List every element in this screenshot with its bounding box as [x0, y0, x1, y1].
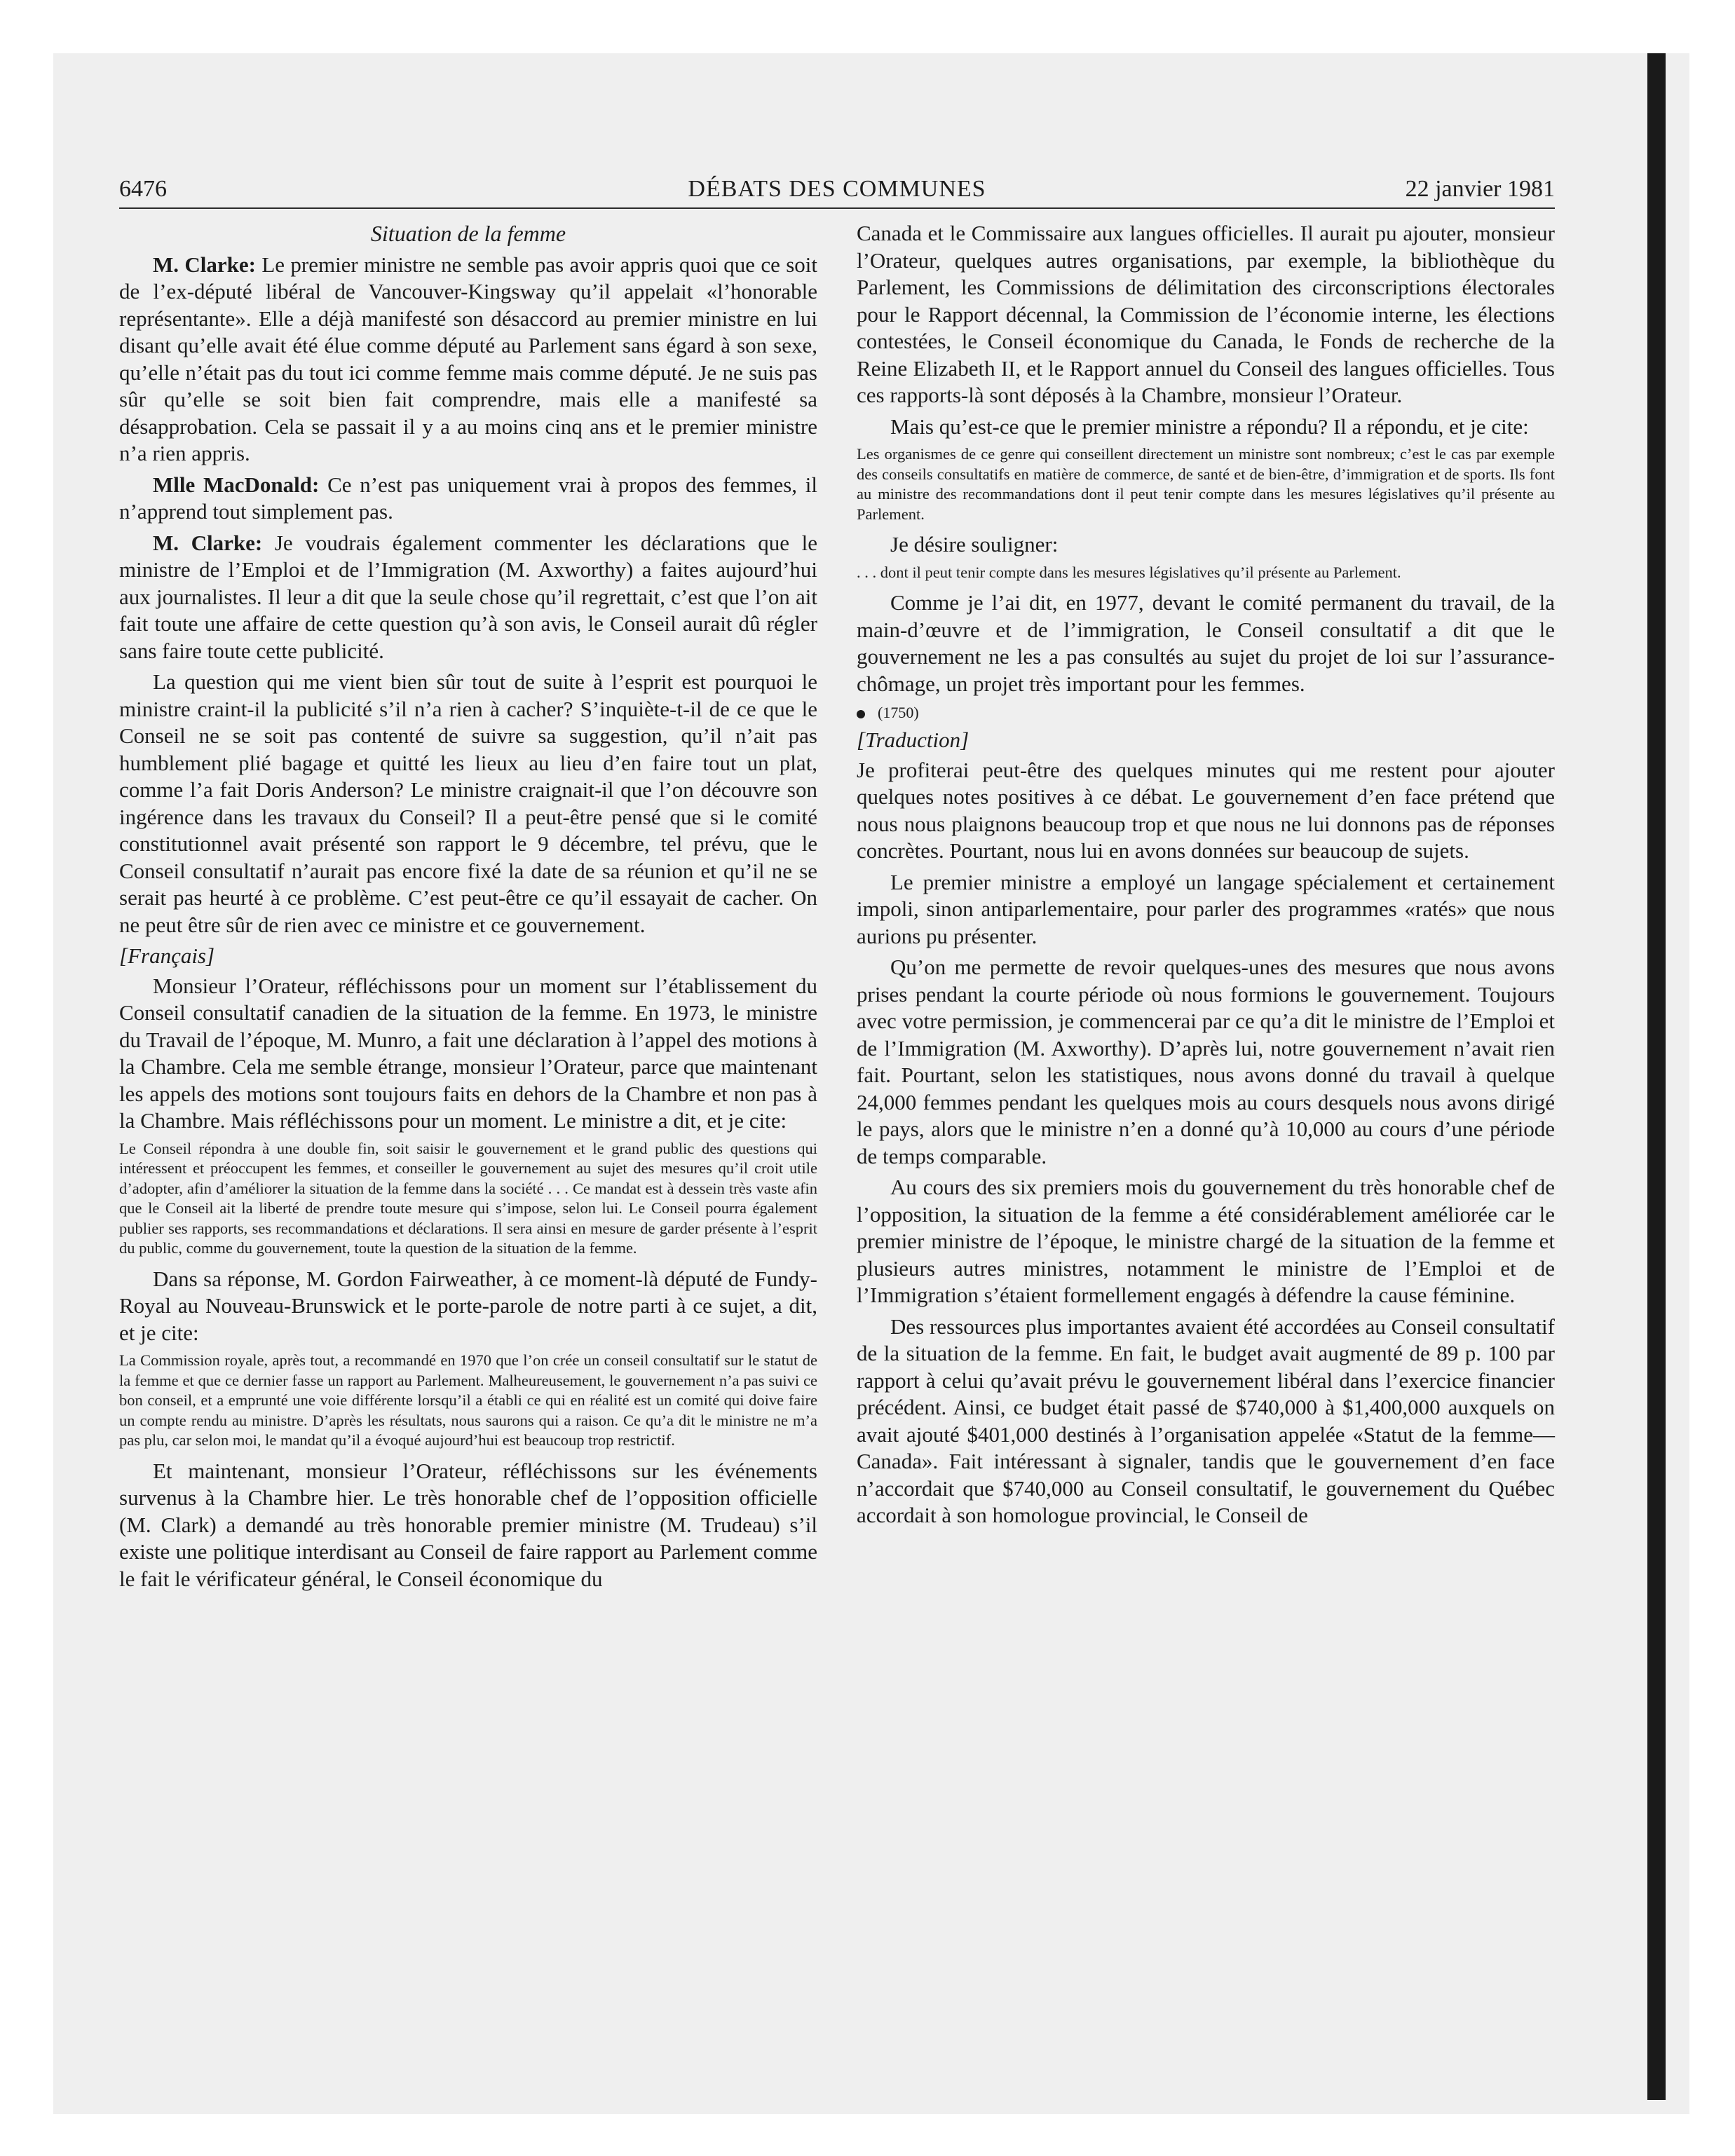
issue-date: 22 janvier 1981	[1405, 176, 1555, 202]
paragraph: Dans sa réponse, M. Gordon Fairweather, à ce moment-là député de Fundy-Royal au Nouveau-Brunswick et le porte-parole de notre parti à ce sujet, a dit, et je cite:	[119, 1266, 817, 1345]
paragraph: Monsieur l’Orateur, réfléchissons pour un moment sur l’établissement du Conseil consultatif canadien de la situation de la femme. En 1973, le ministre du Travail de l’époque, M. Munro, a fait une déclaration à l’appel des motions à la Chambre. Cela me semble étrange, monsieur l’Orateur, parce que maintenant les appels des motions sont toujours faits en dehors de la Chambre et non pas à la Chambre. Mais réfléchissons pour un moment. Le ministre a dit, et je cite:	[119, 973, 817, 1133]
paragraph	[119, 530, 817, 665]
right-column	[857, 220, 1555, 1534]
language-marker: [Français]	[119, 943, 215, 968]
paragraph: Le premier ministre a employé un langage spécialement et certainement impoli, sinon antiparlementaire, pour parler des programmes «ratés» que nous aurions pu présenter.	[857, 869, 1555, 948]
paragraph: Canada et le Commissaire aux langues officielles. Il aurait pu ajouter, monsieur l’Orateur, quelques autres organisations, par exemple, la bibliothèque du Parlement, les Commissions de délimitation des circonscriptions électorales pour le Rapport décennal, la Commission de l’économie interne, les élections contestées, le Conseil économique du Canada, le Fonds de recherche de la Reine Elizabeth II, et le Rapport annuel du Conseil des langues officielles. Tous ces rapports-là sont déposés à la Chambre, monsieur l’Orateur.	[857, 221, 1555, 407]
speech-text: Le premier ministre ne semble pas avoir appris quoi que ce soit de l’ex-député libéral de Vancouver-Kingsway qu’il appelait «l’honorable représentante». Elle a déjà manifesté son désaccord au premier ministre en lui disant qu’elle avait été élue comme député au Parlement sans égard à son sexe, qu’elle n’était pas du tout ici comme femme mais comme député. Je ne suis pas sûr qu’elle se soit bien fait comprendre, mais elle a manifesté sa désapprobation. Cela se passait il y a au moins cinq ans et le premier ministre n’a rien appris.	[119, 252, 817, 465]
paragraph: Au cours des six premiers mois du gouvernement du très honorable chef de l’opposition, la situation de la femme a été considérablement améliorée car le premier ministre de l’époque, le ministre chargé de la situation de la femme et plusieurs autres ministres, notamment le ministre de l’Emploi et de l’Immigration s’étaient formellement engagés à défendre la cause féminine.	[857, 1175, 1555, 1307]
paragraph: Comme je l’ai dit, en 1977, devant le comité permanent du travail, de la main-d’œuvre et de l’immigration, le Conseil consultatif a dit que le gouvernement ne les a pas consultés au sujet du projet de loi sur l’assurance-chômage, un projet très important pour les femmes.	[857, 590, 1555, 696]
speech-text: Je voudrais également commenter les déclarations que le ministre de l’Emploi et de l’Immigration (M. Axworthy) a faites aujourd’hui aux journalistes. Il leur a dit que la seule chose qu’il regrettait, c’est que l’on ait fait toute une affaire de cette question qu’à son avis, le Conseil aurait dû régler sans faire toute cette publicité.	[119, 530, 818, 663]
bullet-icon	[857, 710, 865, 718]
paragraph: Mais qu’est-ce que le premier ministre a répondu? Il a répondu, et je cite:	[890, 414, 1529, 439]
block-quote: La Commission royale, après tout, a recommandé en 1970 que l’on crée un conseil consultatif sur le statut de la femme et que ce dernier fasse un rapport au Parlement. Malheureusement, le gouvernement n’a pas suivi ce bon conseil, et a emprunté une voie différente lorsqu’il a établi ce qui en réalité est un comité qui doive faire un compte rendu au ministre. D’après les résultats, nous saurons qui a raison. Ce qu’a dit le ministre ne m’a pas plu, car selon moi, le mandat qu’il a évoqué aujourd’hui est beaucoup trop restrictif.	[119, 1351, 817, 1449]
scan-edge-shadow	[1647, 53, 1666, 2100]
paragraph: Qu’on me permette de revoir quelques-unes des mesures que nous avons prises pendant la courte période où nous formions le gouvernement. Toujours avec votre permission, je commencerai par ce qu’a dit le ministre de l’Emploi et de l’Immigration (M. Axworthy). D’après lui, notre gouvernement n’avait rien fait. Pourtant, selon les statistiques, nous avons donné du travail à quelque 24,000 femmes pendant les quelques mois au cours desquels nous avons dirigé le pays, alors que le ministre n’en a donné qu’à 10,000 au cours d’une période de temps comparable.	[857, 955, 1555, 1168]
publication-title: DÉBATS DES COMMUNES	[688, 176, 986, 202]
paragraph: La question qui me vient bien sûr tout de suite à l’esprit est pourquoi le ministre craint-il la publicité s’il n’a rien à cacher? S’inquiète-t-il de ce que le Conseil ne se soit pas contenté de suivre sa suggestion, qu’il n’ait pas humblement plié bagage et quitté les lieux au lieu d’en faire tout un plat, comme l’a fait Doris Anderson? Le ministre craignait-il que l’on découvre son ingérence dans les travaux du Conseil? Il a peut-être pensé que si le comité constitutionnel avait présenté son rapport le 9 décembre, tel prévu, que le Conseil consultatif n’aurait pas encore fixé la date de sa réunion et qu’il ne se serait pas heurté à ce problème. C’est peut-être ce qu’il essayait de cacher. On ne peut être sûr de rien avec ce ministre et ce gouvernement.	[119, 669, 817, 937]
page-header	[119, 174, 1555, 209]
language-marker: [Traduction]	[857, 728, 969, 752]
block-quote: Les organismes de ce genre qui conseillent directement un ministre sont nombreux; c’est le cas par exemple des conseils consultatifs en matière de commerce, de santé et de bien-être, d’immigration et de sports. Ils font au ministre des recommandations dont il peut tenir compte dans les mesures législatives qu’il présente au Parlement.	[857, 445, 1555, 523]
paragraph: Je profiterai peut-être des quelques minutes qui me restent pour ajouter quelques notes positives à ce débat. Le gouvernement d’en face prétend que nous nous plaignons beaucoup trop et que nous ne lui donnons pas de réponses concrètes. Pourtant, nous lui en avons données sur beaucoup de sujets.	[857, 757, 1555, 863]
timestamp-text: (1750)	[878, 704, 919, 721]
left-column	[119, 220, 817, 1597]
paragraph	[119, 252, 817, 468]
block-quote: Le Conseil répondra à une double fin, soit saisir le gouvernement et le grand public des questions qui intéressent et préoccupent les femmes, et conseiller le gouvernement au sujet des mesures qu’il croit utile d’adopter, afin d’améliorer la situation de la femme dans la société . . . Ce mandat est à dessein très vaste afin que le Conseil ait la liberté de prendre toute mesure qui s’impose, selon lui. Le Conseil pourra également publier ses rapports, ses recommandations et déclarations. Il sera ainsi en mesure de garder présente à l’esprit du public, comme du gouvernement, toute la question de la situation de la femme.	[119, 1139, 817, 1257]
paragraph	[119, 472, 817, 526]
paragraph: Des ressources plus importantes avaient été accordées au Conseil consultatif de la situation de la femme. En fait, le budget avait augmenté de 89 p. 100 par rapport à celui qu’avait prévu le gouvernement libéral dans l’exercice financier précédent. Ainsi, ce budget était passé de $740,000 à $1,400,000 auxquels on avait ajouté $401,000 destinés à l’organisation appelée «Statut de la femme—Canada». Fait intéressant à signaler, tandis que le gouvernement d’en face n’accordait que $740,000 au Conseil consultatif, le gouvernement du Québec accordait à son homologue provincial, le Conseil de	[857, 1314, 1555, 1527]
speaker-name: M. Clarke:	[153, 530, 263, 555]
paragraph: Et maintenant, monsieur l’Orateur, réfléchissons sur les événements survenus à la Chambre hier. Le très honorable chef de l’opposition officielle (M. Clark) a demandé au très honorable premier ministre (M. Trudeau) s’il existe une politique interdisant au Conseil de faire rapport au Parlement comme le fait le vérificateur général, le Conseil économique du	[119, 1458, 817, 1591]
timestamp	[857, 702, 1555, 724]
section-heading: Situation de la femme	[370, 221, 566, 246]
speech-text: Ce n’est pas uniquement vrai à propos des femmes, il n’apprend tout simplement pas.	[119, 472, 817, 524]
speaker-name: M. Clarke:	[153, 252, 256, 277]
block-quote: . . . dont il peut tenir compte dans les mesures législatives qu’il présente au Parlement.	[857, 563, 1401, 581]
speaker-name: Mlle MacDonald:	[153, 472, 320, 497]
page-number: 6476	[119, 176, 167, 202]
paragraph: Je désire souligner:	[890, 532, 1059, 557]
